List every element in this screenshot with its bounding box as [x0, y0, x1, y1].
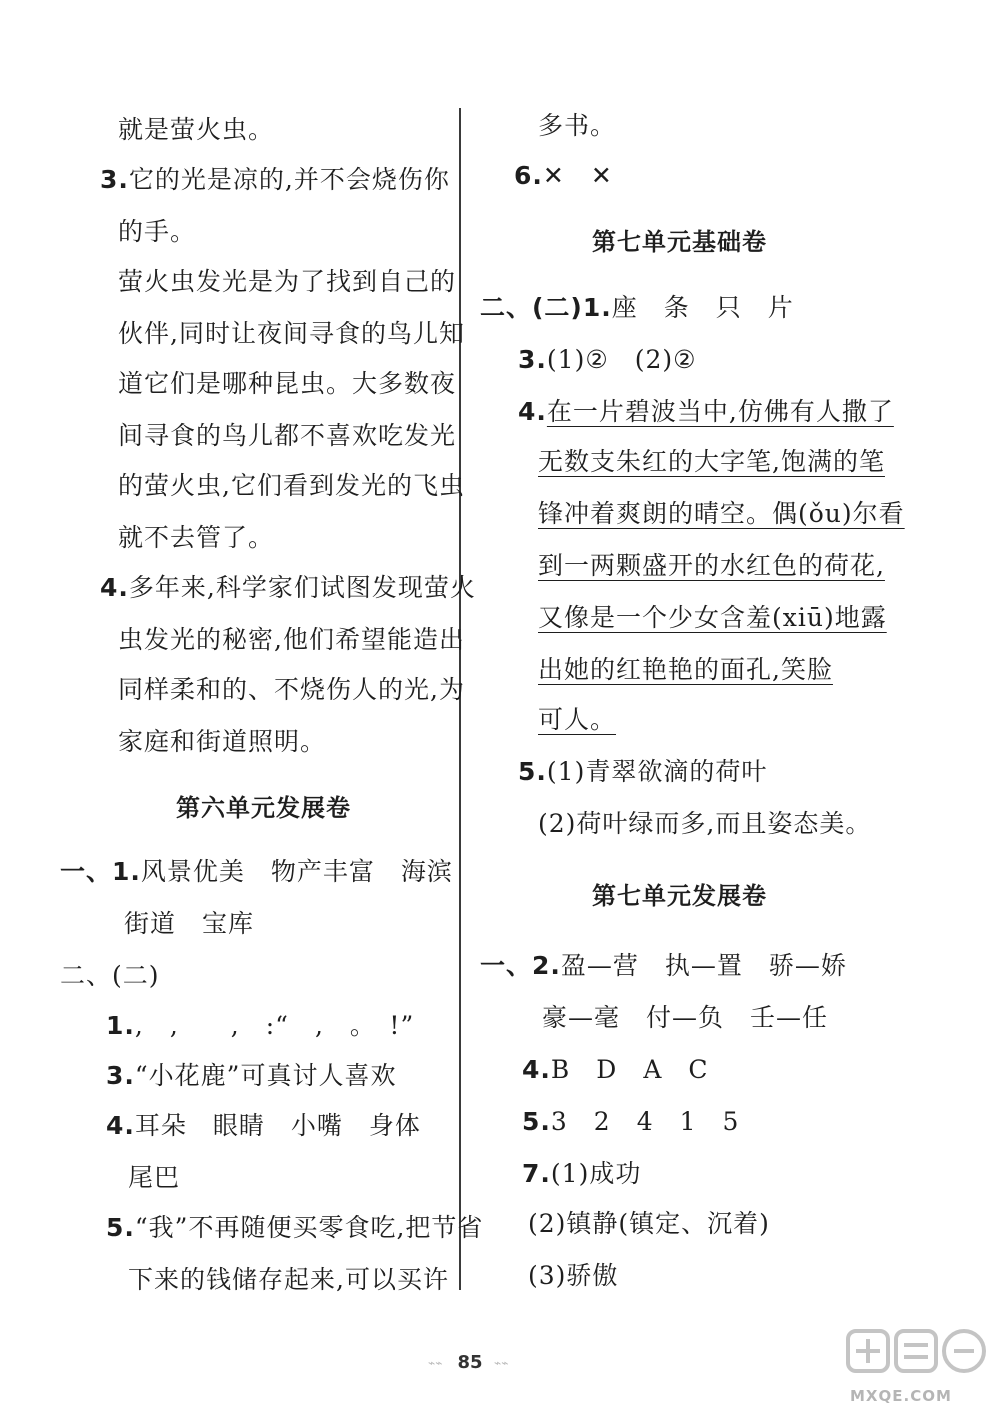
- left-line-15: 街道 宝库: [124, 909, 255, 938]
- right-line-15: 豪—毫 付—负 壬—任: [542, 1003, 829, 1032]
- item-number: 5.: [522, 1107, 551, 1136]
- left-line-4: 萤火虫发光是为了找到自己的: [118, 267, 457, 296]
- right-line-6: 无数支朱红的大字笔,饱满的笔: [538, 447, 885, 476]
- item-number: 4.: [522, 1055, 551, 1084]
- left-line-12: 同样柔和的、不烧伤人的光,为: [118, 675, 465, 704]
- left-line-20: 尾巴: [128, 1163, 181, 1192]
- item-number: 二、(二)1.: [480, 293, 612, 322]
- item-number: 6.: [514, 161, 543, 190]
- left-line-9: 就不去管了。: [118, 523, 275, 552]
- left-line-5: 伙伴,同时让夜间寻食的鸟儿知: [118, 319, 465, 348]
- page-ornament-left: ⌁⌁: [428, 1356, 443, 1370]
- left-line-1: 就是萤火虫。: [118, 115, 275, 144]
- left-line-16: 二、(二): [60, 961, 160, 990]
- right-line-2: 6.✕ ✕: [514, 161, 613, 190]
- watermark-logo: [842, 1327, 992, 1412]
- right-line-10: 出她的红艳艳的面孔,笑脸: [538, 655, 833, 684]
- item-number: 4.: [100, 573, 129, 602]
- left-line-13: 家庭和街道照明。: [118, 727, 327, 756]
- right-line-7: 锋冲着爽朗的晴空。偶(ǒu)尔看: [538, 499, 905, 528]
- watermark-text: MXQE.COM: [850, 1387, 952, 1405]
- right-line-16: 4.B D A C: [522, 1055, 709, 1084]
- section-heading-unit7-basic: 第七单元基础卷: [592, 228, 767, 256]
- item-number: 1.: [106, 1011, 135, 1040]
- right-line-19: (2)镇静(镇定、沉着): [528, 1209, 770, 1238]
- right-line-9: 又像是一个少女含羞(xiū)地露: [538, 603, 887, 632]
- item-number: 一、1.: [60, 857, 141, 886]
- right-line-4: 3.(1)② (2)②: [518, 345, 697, 374]
- left-line-2: 3.它的光是凉的,并不会烧伤你: [100, 165, 450, 194]
- section-heading-unit6-development: 第六单元发展卷: [176, 794, 351, 822]
- page-number: 85: [457, 1352, 483, 1373]
- left-line-3: 的手。: [118, 217, 197, 246]
- right-line-11: 可人。: [538, 705, 617, 734]
- left-line-8: 的萤火虫,它们看到发光的飞虫: [118, 471, 465, 500]
- right-line-5: 4.在一片碧波当中,仿佛有人撒了: [518, 397, 894, 426]
- left-line-10: 4.多年来,科学家们试图发现萤火: [100, 573, 476, 602]
- item-number: 3.: [100, 165, 129, 194]
- left-line-7: 间寻食的鸟儿都不喜欢吃发光: [118, 421, 457, 450]
- left-line-18: 3.“小花鹿”可真讨人喜欢: [106, 1061, 397, 1090]
- right-line-8: 到一两颗盛开的水红色的荷花,: [538, 551, 885, 580]
- right-line-18: 7.(1)成功: [522, 1159, 642, 1188]
- right-line-3: 二、(二)1.座 条 只 片: [480, 293, 794, 322]
- item-number: 4.: [106, 1111, 135, 1140]
- left-line-14: 一、1.风景优美 物产丰富 海滨: [60, 857, 453, 886]
- item-number: 一、2.: [480, 951, 561, 980]
- item-number: 7.: [522, 1159, 551, 1188]
- right-line-12: 5.(1)青翠欲滴的荷叶: [518, 757, 768, 786]
- section-heading-unit7-development: 第七单元发展卷: [592, 882, 767, 910]
- item-number: 3.: [106, 1061, 135, 1090]
- page-ornament-right: ⌁⌁: [494, 1356, 509, 1370]
- item-number: 5.: [518, 757, 547, 786]
- right-line-14: 一、2.盈—营 执—置 骄—娇: [480, 951, 847, 980]
- right-line-1: 多书。: [538, 111, 617, 140]
- right-line-20: (3)骄傲: [528, 1261, 619, 1290]
- left-line-11: 虫发光的秘密,他们希望能造出: [118, 625, 465, 654]
- item-number: 3.: [518, 345, 547, 374]
- left-line-17: 1., , , :“ , 。 !”: [106, 1011, 415, 1040]
- left-line-22: 下来的钱储存起来,可以买许: [128, 1265, 449, 1294]
- item-number: 5.: [106, 1213, 135, 1242]
- right-line-13: (2)荷叶绿而多,而且姿态美。: [538, 809, 872, 838]
- left-line-6: 道它们是哪种昆虫。大多数夜: [118, 369, 457, 398]
- left-line-21: 5.“我”不再随便买零食吃,把节省: [106, 1213, 484, 1242]
- right-line-17: 5.3 2 4 1 5: [522, 1107, 740, 1136]
- left-line-19: 4.耳朵 眼睛 小嘴 身体: [106, 1111, 421, 1140]
- item-number: 4.: [518, 397, 547, 426]
